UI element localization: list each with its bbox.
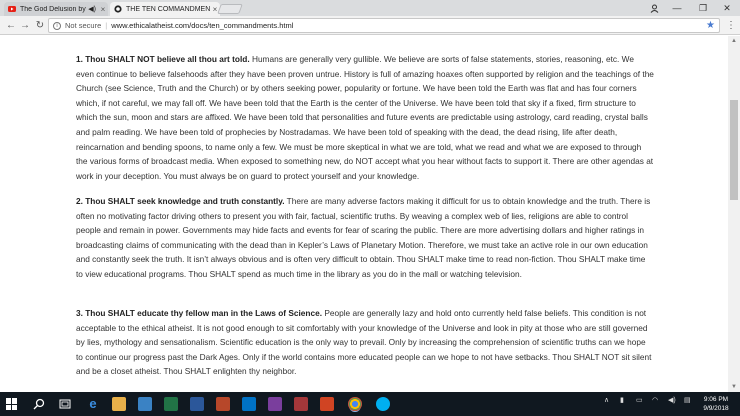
commandment-heading: 2. Thou SHALT seek knowledge and truth constantly.: [76, 196, 285, 206]
wifi-icon[interactable]: ◠: [652, 397, 659, 404]
commandment-2: [76, 194, 654, 282]
youtube-icon: [8, 5, 16, 13]
network-icon[interactable]: ▮: [620, 397, 624, 404]
windows-start-icon[interactable]: [6, 398, 18, 410]
bookmark-star-icon[interactable]: ★: [706, 20, 715, 31]
task-view-icon[interactable]: [58, 397, 72, 411]
maximize-button[interactable]: ❐: [698, 2, 708, 13]
scroll-down-icon[interactable]: ▼: [731, 384, 737, 390]
tab-strip: [0, 0, 740, 16]
scrollbar-thumb[interactable]: [730, 100, 738, 200]
edge-icon[interactable]: e: [89, 396, 97, 411]
scroll-up-icon[interactable]: ▲: [731, 38, 737, 44]
close-window-button[interactable]: ✕: [723, 2, 731, 13]
onenote-icon[interactable]: [268, 397, 282, 411]
keyboard-icon[interactable]: ▤: [684, 397, 691, 404]
clock[interactable]: [698, 395, 734, 413]
tab-god-delusion[interactable]: [4, 2, 108, 16]
commandment-heading: 3. Thou SHALT educate thy fellow man in the Laws of Science.: [76, 308, 323, 318]
menu-icon[interactable]: ⋮: [726, 20, 736, 31]
store-icon[interactable]: [138, 397, 152, 411]
divider: |: [105, 21, 108, 30]
volume-icon[interactable]: ◀): [668, 397, 676, 404]
tray-chevron-icon[interactable]: ∧: [604, 397, 610, 404]
new-tab-button[interactable]: [217, 4, 243, 14]
skype-icon[interactable]: [376, 397, 390, 411]
close-tab-icon[interactable]: ×: [100, 4, 106, 14]
word-icon[interactable]: [190, 397, 204, 411]
tab-ten-commandments[interactable]: [110, 2, 220, 16]
speaker-icon[interactable]: ◀): [88, 6, 96, 13]
excel-icon[interactable]: [164, 397, 178, 411]
commandment-1: [76, 52, 654, 183]
clock-date: 9/9/2018: [703, 405, 729, 412]
powerpoint-icon[interactable]: [216, 397, 230, 411]
close-tab-icon[interactable]: ×: [212, 4, 218, 14]
battery-icon[interactable]: ▭: [636, 397, 643, 404]
commandment-body: There are many adverse factors making it difficult for us to obtain knowledge and the truth. There is often no motivating factor driving others to present you with fair, factual, scientific truths. By weaving a complex web of lies, religions are able to control people and remain in power. Governments may hide facts and events for fear of scaring the public. There are more advertising dollars and higher ratings in broadcasting claims of communicating with the dead than in Kepler’s Laws of Planetary Motion. Therefore, we must take an active role in our own education and constantly seek the truth. It isn’t always obvious and is often very difficult to obtain. Thou SHALT make time to read non-fiction. Thou SHALT make time to view educational programs. Thou SHALT spend as much time in the library as you do in the mall or watching television.: [76, 196, 651, 279]
commandment-body: Humans are generally very gullible. We believe are sorts of false statements, stories, reasoning, etc. We even continue to believe falsehoods after they have been proven untrue. History is full of amazing hoaxes often supported by religion and the teachings of the Church (see Science, Truth and the Church) or by others seeking power, popularity or fortune. We have been told the Earth was flat and has four corners which, if not careful, we may fall off. We have been told that the Earth is the center of the Universe. We have been told that sky if a fixed, firm structure to which the sun, moon and stars are affixed. We have been told that personalities and future events are predictable using astrology, card reading, crystal balls and palm reading. We have been told of prophecies by Nostradamas. We have been told of speaking with the dead, the dead rising, life after death, reincarnation and bending spoons, to name only a few. We must be more skeptical in what we are told, what we read and what we are exposed to through the various forms of broadcast media. When exposed to something new, do NOT accept what you hear without facts to support it. There are other agendas at work in your deception. You must always be on guard to protect yourself and your knowledge.: [76, 54, 654, 181]
url-text[interactable]: www.ethicalatheist.com/docs/ten_commandments.html: [111, 21, 294, 30]
security-label: Not secure: [65, 21, 102, 30]
vertical-scrollbar[interactable]: [728, 36, 740, 392]
site-favicon-icon: [114, 5, 122, 13]
access-icon[interactable]: [294, 397, 308, 411]
commandment-heading: 1. Thou SHALT NOT believe all thou art told.: [76, 54, 250, 64]
forward-button[interactable]: →: [20, 20, 30, 31]
browser-toolbar: [0, 16, 740, 35]
page-content: [0, 36, 728, 392]
tab-title: THE TEN COMMANDMEN: [126, 5, 210, 13]
chrome-icon[interactable]: [348, 397, 362, 411]
back-button[interactable]: ←: [6, 20, 16, 31]
clock-time: 9:06 PM: [703, 396, 729, 403]
reload-button[interactable]: ↻: [35, 20, 45, 31]
app-icon[interactable]: [320, 397, 334, 411]
commandment-3: [76, 306, 654, 379]
info-icon[interactable]: i: [53, 22, 61, 30]
windows-taskbar: [0, 392, 740, 416]
search-icon[interactable]: [32, 397, 46, 411]
commandment-body: People are generally lazy and hold onto currently held false beliefs. This condition is not acceptable to the ethical atheist. It is not good enough to sit comfortably with your knowledge of the Universe and look in pity at those who are still governed by lies, mythology and sensationalism. Scientific education is the only way to prevail. Only by increasing the comprehension of scientific truths can we hope to continue our progress past the Dark Ages. Only if the world contains more educated people can we hope to not have setbacks. Thou SHALT NOT sit silent and be a closet atheist. Thou SHALT enlighten thy neighbor.: [76, 308, 652, 377]
address-bar[interactable]: [48, 18, 720, 33]
minimize-button[interactable]: —: [672, 3, 682, 13]
file-explorer-icon[interactable]: [112, 397, 126, 411]
tab-title: The God Delusion by: [20, 5, 86, 13]
outlook-icon[interactable]: [242, 397, 256, 411]
